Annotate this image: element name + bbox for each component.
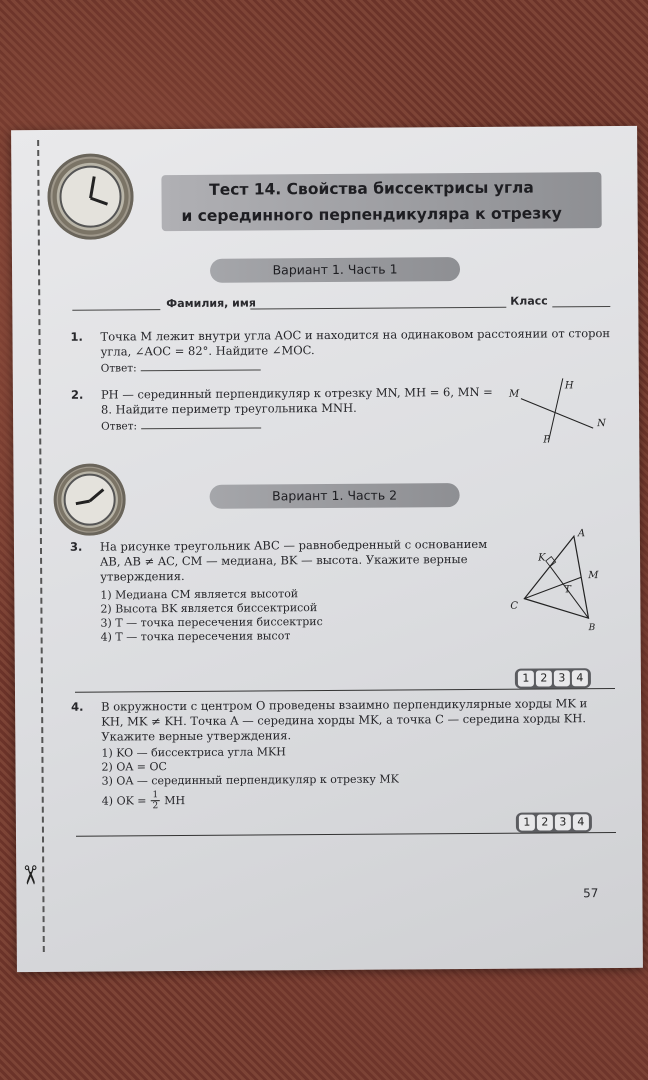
- answer-box-4[interactable]: 4: [572, 670, 588, 686]
- task-text: В окружности с центром O проведены взаимно перпендикулярные хорды MK и KH, MK ≠ KH. Точка A — середина хорды MK, а точка C — середина хорды KH. Укажите верные утверждения.: [101, 696, 588, 744]
- label-t: T: [564, 584, 572, 596]
- page-title: [161, 174, 581, 229]
- answer-row: [101, 358, 611, 377]
- task-number: 2.: [70, 387, 84, 402]
- task-text: PH — серединный перпендикуляр к отрезку MN, MH = 6, MN = 8. Найдите периметр треугольника MNH.: [100, 384, 493, 417]
- task-3: [69, 536, 501, 645]
- label-b: B: [588, 623, 596, 634]
- class-label: Класс: [510, 294, 548, 308]
- name-class-row: [72, 294, 612, 311]
- task-2: [70, 384, 501, 435]
- fraction-numerator: 1: [150, 790, 160, 801]
- option-1: 1) KO — биссектриса угла MKH: [101, 745, 286, 760]
- scissors-icon: ✂: [14, 864, 45, 887]
- label-p: P: [543, 434, 551, 446]
- answer-box-2[interactable]: 2: [537, 814, 553, 830]
- answer-field[interactable]: [141, 427, 261, 429]
- class-field[interactable]: [552, 306, 610, 307]
- option-4-prefix: 4) OK =: [101, 793, 147, 808]
- label-c: C: [510, 600, 519, 612]
- label-m: M: [588, 570, 599, 582]
- fraction-denominator: 2: [152, 801, 159, 812]
- option-1: 1) Медиана CM является высотой: [100, 587, 299, 602]
- title-line-2: и серединного перпендикуляра к отрезку: [181, 204, 562, 226]
- answer-field[interactable]: [141, 369, 261, 371]
- fraction: [150, 790, 160, 811]
- answer-box-4[interactable]: 4: [573, 814, 589, 830]
- triangle-abc: [524, 536, 589, 618]
- variant-part2-label: Вариант 1. Часть 2: [210, 483, 460, 509]
- label-a: A: [577, 528, 586, 540]
- task-1: [70, 326, 611, 377]
- clock-icon: [53, 463, 126, 536]
- worksheet-page: [11, 126, 643, 972]
- answer-row: [101, 417, 501, 435]
- options-list: [100, 586, 500, 645]
- answer-box-3[interactable]: 3: [555, 814, 571, 830]
- option-3: 3) OA — серединный перпендикуляр к отрезку MK: [101, 772, 399, 788]
- option-4-suffix: MH: [164, 793, 186, 807]
- task-4: [71, 696, 614, 812]
- answer-box-3[interactable]: 3: [554, 670, 570, 686]
- divider: [75, 688, 615, 693]
- answer-label: Ответ:: [100, 362, 137, 375]
- task-number: 3.: [69, 539, 83, 554]
- answer-box-1[interactable]: 1: [518, 671, 534, 687]
- task-text: На рисунке треугольник ABC — равнобедренный с основанием AB, AB ≠ AC, CM — медиана, BK — высота. Укажите верные утверждения.: [99, 536, 488, 584]
- answer-boxes-task-4: [516, 812, 592, 833]
- answer-box-2[interactable]: 2: [536, 670, 552, 686]
- name-field[interactable]: [250, 307, 506, 310]
- task-2-figure: [503, 376, 613, 447]
- option-3: 3) T — точка пересечения биссектрис: [100, 615, 323, 630]
- clock-icon: [47, 153, 134, 240]
- divider: [76, 832, 616, 837]
- task-number: 1.: [70, 329, 83, 344]
- option-2: 2) Высота BK является биссектрисой: [100, 601, 318, 616]
- title-line-1: Тест 14. Свойства биссектрисы угла: [209, 178, 534, 199]
- answer-box-1[interactable]: 1: [519, 815, 535, 831]
- page-number: 57: [583, 886, 599, 901]
- name-label: Фамилия, имя: [166, 296, 256, 311]
- option-2: 2) OA = OC: [101, 760, 167, 774]
- option-4: 4) T — точка пересечения высот: [100, 629, 291, 644]
- label-k: K: [538, 552, 546, 564]
- answer-boxes-task-3: [515, 668, 591, 689]
- label-n: N: [597, 418, 606, 430]
- label-h: H: [564, 380, 574, 392]
- left-rule: [72, 309, 160, 311]
- task-text: Точка M лежит внутри угла AOC и находится на одинаковом расстоянии от сторон угла, ∠AOC = 82°. Найдите ∠MOC.: [100, 326, 611, 359]
- task-3-figure: [506, 526, 617, 634]
- options-list: [101, 743, 613, 812]
- variant-part1-label: Вариант 1. Часть 1: [210, 257, 460, 283]
- option-4: [102, 787, 614, 812]
- label-m: M: [508, 388, 520, 400]
- task-number: 4.: [71, 699, 84, 714]
- answer-label: Ответ:: [101, 420, 138, 433]
- cut-line: [37, 140, 45, 952]
